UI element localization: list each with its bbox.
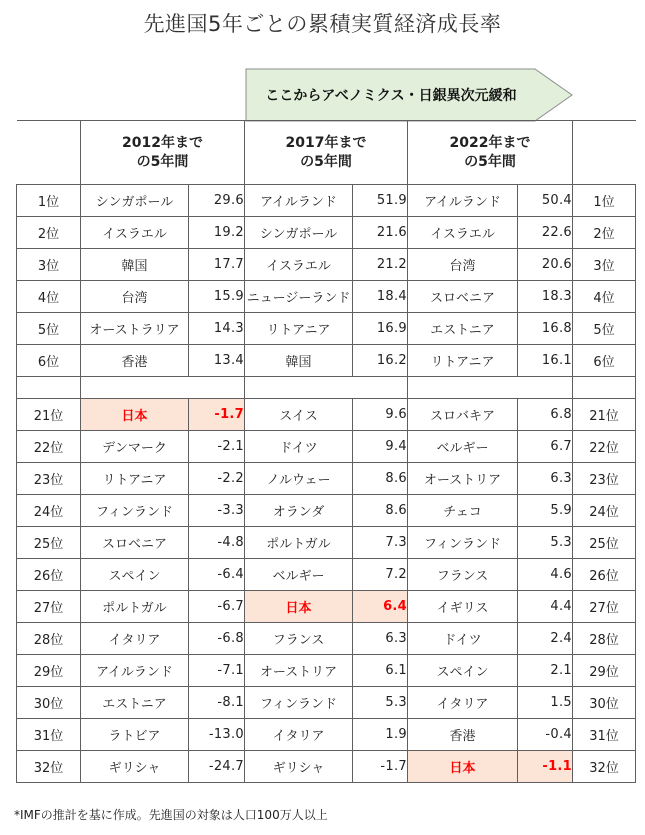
country-cell: ニュージーランド — [245, 281, 353, 313]
country-cell: 日本 — [408, 751, 518, 783]
country-cell: フィンランド — [81, 495, 189, 527]
separator-cell — [245, 377, 408, 399]
growth-ranking-table — [16, 120, 636, 783]
growth-value-cell: 1.9 — [353, 719, 408, 751]
bottom-ranks-body — [17, 399, 636, 783]
table-row — [17, 719, 636, 751]
table-row — [17, 655, 636, 687]
growth-value-cell: 6.4 — [353, 591, 408, 623]
header-period-line1: 2022年まで — [449, 134, 531, 151]
rank-cell-right: 24位 — [573, 495, 636, 527]
growth-value-cell: 16.2 — [353, 345, 408, 377]
growth-value-cell: 18.4 — [353, 281, 408, 313]
separator-cell — [408, 377, 573, 399]
country-cell: フランス — [245, 623, 353, 655]
table-row — [17, 495, 636, 527]
growth-value-cell: -6.8 — [189, 623, 245, 655]
rank-cell-right: 1位 — [573, 185, 636, 217]
header-period-line2: の5年間 — [300, 153, 352, 170]
table-row — [17, 463, 636, 495]
growth-value-cell: 2.1 — [518, 655, 573, 687]
country-cell: 日本 — [245, 591, 353, 623]
growth-value-cell: 7.3 — [353, 527, 408, 559]
country-cell: ベルギー — [408, 431, 518, 463]
country-cell: スロベニア — [408, 281, 518, 313]
country-cell: アイルランド — [408, 185, 518, 217]
country-cell: 台湾 — [408, 249, 518, 281]
header-rank-blank-left — [17, 121, 81, 185]
country-cell: 日本 — [81, 399, 189, 431]
growth-value-cell: -3.3 — [189, 495, 245, 527]
rank-cell-right: 29位 — [573, 655, 636, 687]
growth-value-cell: 4.6 — [518, 559, 573, 591]
table-row — [17, 687, 636, 719]
abenomics-arrow-banner — [245, 68, 575, 123]
country-cell: チェコ — [408, 495, 518, 527]
header-row — [17, 121, 636, 185]
growth-value-cell: 4.4 — [518, 591, 573, 623]
country-cell: オーストリア — [245, 655, 353, 687]
header-period-line1: 2012年まで — [122, 134, 203, 151]
rank-cell-right: 5位 — [573, 313, 636, 345]
growth-value-cell: -8.1 — [189, 687, 245, 719]
growth-value-cell: 6.8 — [518, 399, 573, 431]
growth-value-cell: 5.3 — [353, 687, 408, 719]
rank-cell-right: 2位 — [573, 217, 636, 249]
rank-cell-left: 30位 — [17, 687, 81, 719]
growth-value-cell: 7.2 — [353, 559, 408, 591]
country-cell: 台湾 — [81, 281, 189, 313]
country-cell: ノルウェー — [245, 463, 353, 495]
rank-cell-left: 26位 — [17, 559, 81, 591]
country-cell: ポルトガル — [81, 591, 189, 623]
growth-value-cell: 19.2 — [189, 217, 245, 249]
rank-cell-left: 22位 — [17, 431, 81, 463]
footnote: *IMFの推計を基に作成。先進国の対象は人口100万人以上 — [14, 808, 328, 822]
separator-cell — [17, 377, 81, 399]
rank-cell-right: 22位 — [573, 431, 636, 463]
table-row — [17, 313, 636, 345]
table-row — [17, 623, 636, 655]
rank-cell-right: 26位 — [573, 559, 636, 591]
country-cell: オーストリア — [408, 463, 518, 495]
country-cell: イタリア — [81, 623, 189, 655]
growth-value-cell: -6.7 — [189, 591, 245, 623]
country-cell: アイルランド — [245, 185, 353, 217]
country-cell: ポルトガル — [245, 527, 353, 559]
header-rank-blank-right — [573, 121, 636, 185]
country-cell: オランダ — [245, 495, 353, 527]
separator-body — [17, 377, 636, 399]
banner-text: ここからアベノミクス・日銀異次元緩和 — [265, 88, 517, 104]
rank-cell-left: 29位 — [17, 655, 81, 687]
table-row — [17, 281, 636, 313]
rank-cell-left: 21位 — [17, 399, 81, 431]
country-cell: スロベニア — [81, 527, 189, 559]
header-period-2017 — [245, 121, 408, 185]
table-row — [17, 591, 636, 623]
growth-value-cell: 22.6 — [518, 217, 573, 249]
growth-value-cell: 5.3 — [518, 527, 573, 559]
rank-cell-left: 3位 — [17, 249, 81, 281]
growth-value-cell: 21.6 — [353, 217, 408, 249]
growth-value-cell: 29.6 — [189, 185, 245, 217]
separator-cell — [81, 377, 245, 399]
country-cell: ギリシャ — [245, 751, 353, 783]
growth-value-cell: 6.7 — [518, 431, 573, 463]
country-cell: 香港 — [81, 345, 189, 377]
rank-cell-left: 31位 — [17, 719, 81, 751]
table-row — [17, 559, 636, 591]
growth-value-cell: 50.4 — [518, 185, 573, 217]
rank-cell-left: 32位 — [17, 751, 81, 783]
country-cell: ドイツ — [245, 431, 353, 463]
country-cell: フィンランド — [245, 687, 353, 719]
growth-value-cell: 16.9 — [353, 313, 408, 345]
growth-value-cell: 16.8 — [518, 313, 573, 345]
rank-cell-right: 28位 — [573, 623, 636, 655]
growth-value-cell: -13.0 — [189, 719, 245, 751]
country-cell: スロバキア — [408, 399, 518, 431]
table-row — [17, 249, 636, 281]
rank-cell-left: 27位 — [17, 591, 81, 623]
rank-cell-left: 5位 — [17, 313, 81, 345]
country-cell: イギリス — [408, 591, 518, 623]
country-cell: イタリア — [408, 687, 518, 719]
country-cell: フランス — [408, 559, 518, 591]
country-cell: エストニア — [81, 687, 189, 719]
table-row — [17, 399, 636, 431]
header-period-line2: の5年間 — [136, 153, 189, 170]
table-row — [17, 185, 636, 217]
rank-cell-left: 23位 — [17, 463, 81, 495]
rank-cell-left: 1位 — [17, 185, 81, 217]
growth-value-cell: -0.4 — [518, 719, 573, 751]
rank-cell-left: 25位 — [17, 527, 81, 559]
page-title: 先進国5年ごとの累積実質経済成長率 — [143, 12, 502, 36]
growth-value-cell: -2.2 — [189, 463, 245, 495]
country-cell: ラトビア — [81, 719, 189, 751]
country-cell: エストニア — [408, 313, 518, 345]
growth-value-cell: 16.1 — [518, 345, 573, 377]
rank-cell-right: 23位 — [573, 463, 636, 495]
rank-cell-right: 32位 — [573, 751, 636, 783]
country-cell: リトアニア — [81, 463, 189, 495]
growth-value-cell: -1.1 — [518, 751, 573, 783]
rank-cell-left: 28位 — [17, 623, 81, 655]
country-cell: 韓国 — [81, 249, 189, 281]
rank-cell-right: 30位 — [573, 687, 636, 719]
rank-cell-right: 25位 — [573, 527, 636, 559]
country-cell: ベルギー — [245, 559, 353, 591]
rank-cell-right: 3位 — [573, 249, 636, 281]
country-cell: イスラエル — [408, 217, 518, 249]
rank-cell-right: 27位 — [573, 591, 636, 623]
table-row — [17, 431, 636, 463]
country-cell: 香港 — [408, 719, 518, 751]
rank-cell-left: 6位 — [17, 345, 81, 377]
country-cell: スペイン — [81, 559, 189, 591]
country-cell: ドイツ — [408, 623, 518, 655]
growth-value-cell: 2.4 — [518, 623, 573, 655]
top-ranks-body — [17, 185, 636, 377]
country-cell: シンガポール — [245, 217, 353, 249]
rank-cell-left: 2位 — [17, 217, 81, 249]
growth-value-cell: 9.4 — [353, 431, 408, 463]
country-cell: 韓国 — [245, 345, 353, 377]
growth-value-cell: 20.6 — [518, 249, 573, 281]
growth-value-cell: 17.7 — [189, 249, 245, 281]
growth-value-cell: 51.9 — [353, 185, 408, 217]
country-cell: フィンランド — [408, 527, 518, 559]
country-cell: ギリシャ — [81, 751, 189, 783]
country-cell: スイス — [245, 399, 353, 431]
growth-value-cell: 18.3 — [518, 281, 573, 313]
country-cell: リトアニア — [408, 345, 518, 377]
growth-value-cell: 5.9 — [518, 495, 573, 527]
country-cell: スペイン — [408, 655, 518, 687]
header-period-2022 — [408, 121, 573, 185]
header-period-2012 — [81, 121, 245, 185]
growth-value-cell: -7.1 — [189, 655, 245, 687]
growth-value-cell: -1.7 — [189, 399, 245, 431]
growth-value-cell: 6.3 — [353, 623, 408, 655]
growth-value-cell: -4.8 — [189, 527, 245, 559]
growth-value-cell: 6.3 — [518, 463, 573, 495]
table-row — [17, 345, 636, 377]
table-row — [17, 217, 636, 249]
table-row — [17, 751, 636, 783]
rank-cell-right: 21位 — [573, 399, 636, 431]
header-period-line1: 2017年まで — [285, 134, 367, 151]
growth-value-cell: 15.9 — [189, 281, 245, 313]
growth-value-cell: 8.6 — [353, 463, 408, 495]
country-cell: アイルランド — [81, 655, 189, 687]
growth-value-cell: 21.2 — [353, 249, 408, 281]
growth-value-cell: -6.4 — [189, 559, 245, 591]
table-row — [17, 527, 636, 559]
growth-value-cell: -1.7 — [353, 751, 408, 783]
growth-value-cell: 9.6 — [353, 399, 408, 431]
country-cell: シンガポール — [81, 185, 189, 217]
growth-value-cell: -2.1 — [189, 431, 245, 463]
country-cell: イスラエル — [245, 249, 353, 281]
rank-cell-right: 31位 — [573, 719, 636, 751]
country-cell: イタリア — [245, 719, 353, 751]
rank-cell-left: 24位 — [17, 495, 81, 527]
rank-cell-right: 6位 — [573, 345, 636, 377]
growth-value-cell: 8.6 — [353, 495, 408, 527]
header-period-line2: の5年間 — [464, 153, 516, 170]
rank-cell-left: 4位 — [17, 281, 81, 313]
growth-value-cell: 13.4 — [189, 345, 245, 377]
country-cell: オーストラリア — [81, 313, 189, 345]
growth-value-cell: 14.3 — [189, 313, 245, 345]
country-cell: イスラエル — [81, 217, 189, 249]
country-cell: デンマーク — [81, 431, 189, 463]
growth-value-cell: 1.5 — [518, 687, 573, 719]
country-cell: リトアニア — [245, 313, 353, 345]
rank-cell-right: 4位 — [573, 281, 636, 313]
growth-value-cell: 6.1 — [353, 655, 408, 687]
separator-cell — [573, 377, 636, 399]
growth-value-cell: -24.7 — [189, 751, 245, 783]
separator-row — [17, 377, 636, 399]
